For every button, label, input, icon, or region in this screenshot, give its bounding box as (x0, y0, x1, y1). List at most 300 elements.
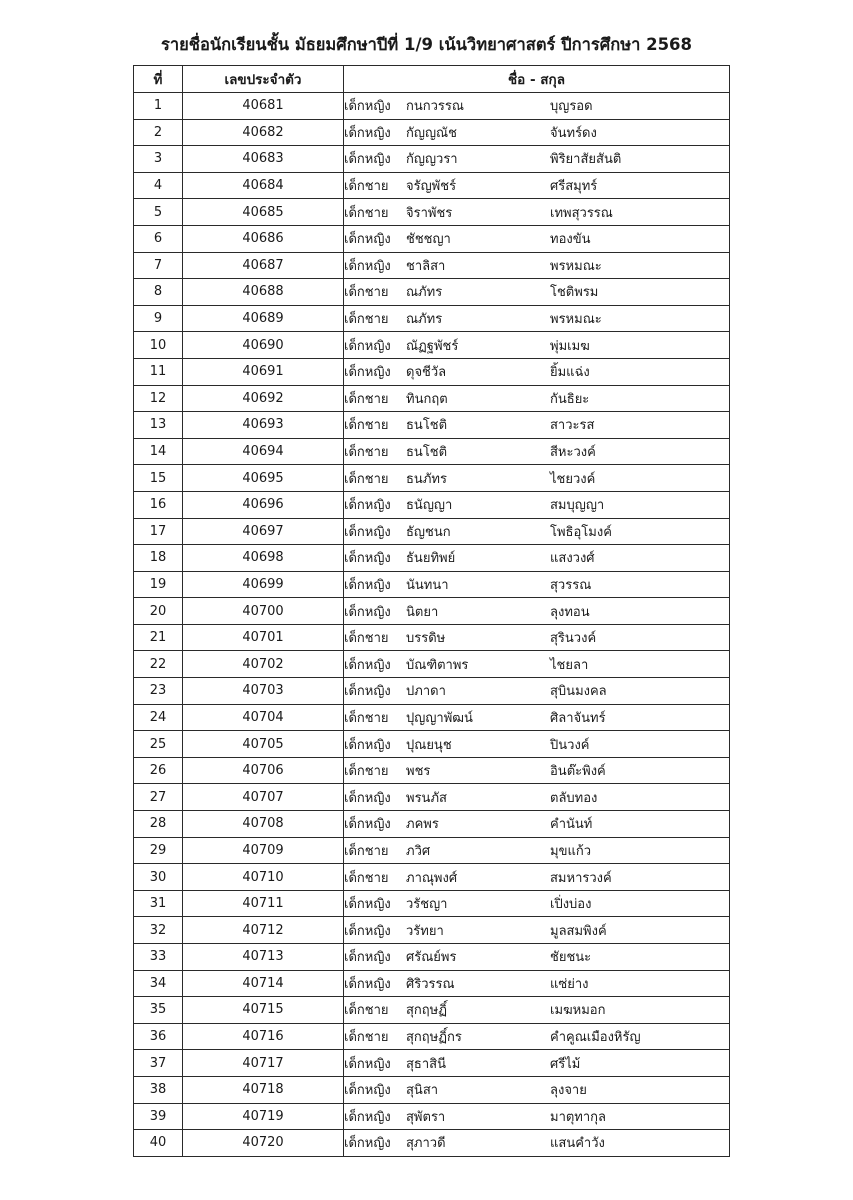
student-name (344, 1053, 729, 1074)
table-row (134, 279, 730, 306)
name-prefix: เด็กชาย (344, 710, 389, 726)
name-prefix: เด็กชาย (344, 391, 389, 407)
row-number: 17 (134, 518, 183, 545)
table-body (134, 93, 730, 1157)
name-prefix: เด็กหญิง (344, 152, 391, 168)
table-row (134, 598, 730, 625)
student-id: 40688 (183, 279, 344, 306)
page-title: รายชื่อนักเรียนชั้น มัธยมศึกษาปีที่ 1/9 เน้นวิทยาศาสตร์ ปีการศึกษา 2568 (160, 35, 693, 54)
last-name: สุบินมงคล (550, 684, 607, 700)
student-name-cell (344, 678, 730, 705)
student-id: 40692 (183, 385, 344, 412)
student-id: 40683 (183, 146, 344, 173)
student-roster-table (133, 65, 730, 1157)
student-id: 40719 (183, 1103, 344, 1130)
table-row (134, 1103, 730, 1130)
student-name (344, 388, 729, 409)
table-row (134, 624, 730, 651)
student-name-cell (344, 651, 730, 678)
student-id: 40711 (183, 890, 344, 917)
first-name: ธันยทิพย์ (406, 551, 456, 567)
student-name-cell (344, 890, 730, 917)
student-id: 40702 (183, 651, 344, 678)
first-name: ปุญญาพัฒน์ (406, 710, 473, 726)
name-prefix: เด็กชาย (344, 205, 389, 221)
last-name: ไชยลา (550, 657, 589, 673)
first-name: สุพัตรา (406, 1109, 446, 1125)
last-name: โพธิอุโมงค์ (550, 524, 612, 540)
last-name: สีหะวงค์ (550, 445, 596, 461)
last-name: ศรีไม้ (550, 1056, 581, 1072)
student-name-cell (344, 811, 730, 838)
student-name-cell (344, 518, 730, 545)
student-name (344, 148, 729, 169)
student-id: 40694 (183, 438, 344, 465)
student-id: 40699 (183, 571, 344, 598)
table-row (134, 438, 730, 465)
student-name (344, 654, 729, 675)
row-number: 30 (134, 864, 183, 891)
last-name: แสนคำวัง (550, 1136, 605, 1152)
name-prefix: เด็กหญิง (344, 365, 391, 381)
first-name: นิตยา (406, 604, 439, 620)
student-name (344, 627, 729, 648)
name-prefix: เด็กชาย (344, 445, 389, 461)
first-name: จรัญพัชร์ (406, 179, 457, 195)
last-name: มูลสมพิงค์ (550, 923, 607, 939)
table-row (134, 970, 730, 997)
student-name-cell (344, 279, 730, 306)
row-number: 29 (134, 837, 183, 864)
last-name: สุรินวงค์ (550, 631, 597, 647)
student-name (344, 734, 729, 755)
student-id: 40715 (183, 997, 344, 1024)
student-name-cell (344, 358, 730, 385)
name-prefix: เด็กชาย (344, 870, 389, 886)
student-name (344, 521, 729, 542)
table-row (134, 757, 730, 784)
first-name: วรัทยา (406, 923, 444, 939)
name-prefix: เด็กหญิง (344, 99, 391, 115)
student-id: 40684 (183, 172, 344, 199)
row-number: 25 (134, 731, 183, 758)
name-prefix: เด็กชาย (344, 631, 389, 647)
row-number: 35 (134, 997, 183, 1024)
student-name (344, 680, 729, 701)
table-row (134, 252, 730, 279)
last-name: ลุงทอน (550, 604, 590, 620)
first-name: ธนโชติ (406, 418, 448, 434)
student-id: 40703 (183, 678, 344, 705)
row-number: 23 (134, 678, 183, 705)
row-number: 26 (134, 757, 183, 784)
first-name: บรรดิษ (406, 631, 446, 647)
first-name: ธนภัทร (406, 471, 447, 487)
last-name: พิริยาสัยสันติ (550, 152, 622, 168)
last-name: ชัยชนะ (550, 950, 592, 966)
student-name (344, 920, 729, 941)
header-full-name: ชื่อ - สกุล (344, 66, 730, 93)
student-name-cell (344, 252, 730, 279)
student-name-cell (344, 1130, 730, 1157)
table-row (134, 837, 730, 864)
table-row (134, 305, 730, 332)
student-name-cell (344, 917, 730, 944)
last-name: ตลับทอง (550, 790, 598, 806)
table-row (134, 1023, 730, 1050)
last-name: พุ่มเมฆ (550, 338, 590, 354)
table-row (134, 332, 730, 359)
row-number: 6 (134, 225, 183, 252)
table-row (134, 491, 730, 518)
student-name-cell (344, 172, 730, 199)
row-number: 13 (134, 412, 183, 439)
table-row (134, 465, 730, 492)
student-name (344, 414, 729, 435)
first-name: ภวิศ (406, 843, 431, 859)
name-prefix: เด็กหญิง (344, 684, 391, 700)
last-name: เทพสุวรรณ (550, 205, 613, 221)
table-row (134, 93, 730, 120)
student-name (344, 973, 729, 994)
student-id: 40718 (183, 1076, 344, 1103)
first-name: ณภัทร (406, 285, 443, 301)
student-name-cell (344, 412, 730, 439)
student-name-cell (344, 571, 730, 598)
student-name-cell (344, 305, 730, 332)
student-id: 40708 (183, 811, 344, 838)
row-number: 1 (134, 93, 183, 120)
row-number: 19 (134, 571, 183, 598)
first-name: ธนโชติ (406, 445, 448, 461)
student-name (344, 946, 729, 967)
student-id: 40704 (183, 704, 344, 731)
first-name: ทินกฤต (406, 391, 448, 407)
student-name (344, 999, 729, 1020)
student-name-cell (344, 1076, 730, 1103)
row-number: 8 (134, 279, 183, 306)
name-prefix: เด็กชาย (344, 285, 389, 301)
name-prefix: เด็กหญิง (344, 1136, 391, 1152)
first-name: สุกฤษฏิ์กร (406, 1030, 462, 1046)
table-row (134, 1050, 730, 1077)
student-name (344, 494, 729, 515)
student-id: 40682 (183, 119, 344, 146)
last-name: พรหมณะ (550, 258, 602, 274)
student-name (344, 867, 729, 888)
name-prefix: เด็กชาย (344, 764, 389, 780)
student-name (344, 601, 729, 622)
student-name-cell (344, 119, 730, 146)
student-id: 40707 (183, 784, 344, 811)
table-row (134, 385, 730, 412)
student-id: 40712 (183, 917, 344, 944)
row-number: 15 (134, 465, 183, 492)
student-name-cell (344, 146, 730, 173)
header-number: ที่ (134, 66, 183, 93)
name-prefix: เด็กหญิง (344, 1056, 391, 1072)
row-number: 14 (134, 438, 183, 465)
student-name (344, 122, 729, 143)
student-name-cell (344, 199, 730, 226)
table-row (134, 651, 730, 678)
last-name: บุญรอด (550, 99, 593, 115)
last-name: คำคูณเมืองหิรัญ (550, 1030, 641, 1046)
row-number: 34 (134, 970, 183, 997)
last-name: เมฆหมอก (550, 1003, 606, 1019)
student-name-cell (344, 93, 730, 120)
first-name: จิราพัชร (406, 205, 453, 221)
name-prefix: เด็กชาย (344, 179, 389, 195)
last-name: พรหมณะ (550, 312, 602, 328)
last-name: มาตุทากุล (550, 1109, 607, 1125)
student-id: 40698 (183, 545, 344, 572)
row-number: 27 (134, 784, 183, 811)
student-name-cell (344, 731, 730, 758)
first-name: สุกฤษฏิ์ (406, 1003, 447, 1019)
student-name (344, 361, 729, 382)
student-name-cell (344, 491, 730, 518)
name-prefix: เด็กชาย (344, 312, 389, 328)
student-name-cell (344, 997, 730, 1024)
table-row (134, 731, 730, 758)
first-name: กัญญวรา (406, 152, 458, 168)
row-number: 5 (134, 199, 183, 226)
last-name: ลุงจาย (550, 1083, 587, 1099)
name-prefix: เด็กหญิง (344, 125, 391, 141)
first-name: ปภาดา (406, 684, 446, 700)
student-id: 40713 (183, 944, 344, 971)
row-number: 24 (134, 704, 183, 731)
student-id: 40696 (183, 491, 344, 518)
table-row (134, 678, 730, 705)
first-name: ดุจชีวัล (406, 365, 447, 381)
table-row (134, 518, 730, 545)
last-name: แสงวงศ์ (550, 551, 595, 567)
table-row (134, 864, 730, 891)
table-row (134, 172, 730, 199)
student-id: 40693 (183, 412, 344, 439)
name-prefix: เด็กหญิง (344, 577, 391, 593)
first-name: ชาลิสา (406, 258, 446, 274)
first-name: ภาณุพงศ์ (406, 870, 458, 886)
last-name: จันทร์ดง (550, 125, 597, 141)
student-name-cell (344, 1023, 730, 1050)
name-prefix: เด็กหญิง (344, 524, 391, 540)
student-id: 40697 (183, 518, 344, 545)
name-prefix: เด็กหญิง (344, 897, 391, 913)
student-name-cell (344, 784, 730, 811)
first-name: สุนิสา (406, 1083, 439, 1099)
row-number: 32 (134, 917, 183, 944)
row-number: 7 (134, 252, 183, 279)
name-prefix: เด็กหญิง (344, 551, 391, 567)
row-number: 22 (134, 651, 183, 678)
first-name: บัณฑิตาพร (406, 657, 469, 673)
table-row (134, 545, 730, 572)
student-name-cell (344, 864, 730, 891)
table-header-row (134, 66, 730, 93)
row-number: 39 (134, 1103, 183, 1130)
student-name-cell (344, 545, 730, 572)
student-id: 40695 (183, 465, 344, 492)
student-id: 40705 (183, 731, 344, 758)
last-name: ไชยวงค์ (550, 471, 596, 487)
table-row (134, 917, 730, 944)
student-name-cell (344, 624, 730, 651)
student-id: 40717 (183, 1050, 344, 1077)
table-row (134, 890, 730, 917)
student-name (344, 281, 729, 302)
name-prefix: เด็กหญิง (344, 1083, 391, 1099)
first-name: พชร (406, 764, 431, 780)
first-name: ธนัญญา (406, 498, 453, 514)
last-name: สาวะรส (550, 418, 595, 434)
student-name (344, 175, 729, 196)
table-row (134, 119, 730, 146)
last-name: แซ่ย่าง (550, 976, 589, 992)
first-name: กัญญณัช (406, 125, 457, 141)
last-name: ทองขัน (550, 232, 591, 248)
row-number: 40 (134, 1130, 183, 1157)
student-id: 40701 (183, 624, 344, 651)
name-prefix: เด็กหญิง (344, 976, 391, 992)
student-id: 40685 (183, 199, 344, 226)
first-name: วรัชญา (406, 897, 448, 913)
first-name: พรนภัส (406, 790, 447, 806)
student-id: 40710 (183, 864, 344, 891)
student-name (344, 468, 729, 489)
student-name-cell (344, 385, 730, 412)
student-name-cell (344, 1050, 730, 1077)
student-name (344, 255, 729, 276)
student-id: 40716 (183, 1023, 344, 1050)
row-number: 10 (134, 332, 183, 359)
row-number: 21 (134, 624, 183, 651)
last-name: ยิ้มแฉ่ง (550, 365, 590, 381)
last-name: กันธิยะ (550, 391, 590, 407)
student-id: 40687 (183, 252, 344, 279)
name-prefix: เด็กหญิง (344, 498, 391, 514)
student-id: 40689 (183, 305, 344, 332)
name-prefix: เด็กชาย (344, 843, 389, 859)
student-id: 40691 (183, 358, 344, 385)
table-row (134, 1130, 730, 1157)
table-row (134, 199, 730, 226)
row-number: 4 (134, 172, 183, 199)
first-name: ชัชชญา (406, 232, 451, 248)
student-name-cell (344, 970, 730, 997)
first-name: สุธาสินี (406, 1056, 446, 1072)
row-number: 37 (134, 1050, 183, 1077)
first-name: ณภัทร (406, 312, 443, 328)
row-number: 36 (134, 1023, 183, 1050)
last-name: คำนันท์ (550, 817, 593, 833)
student-name-cell (344, 465, 730, 492)
row-number: 11 (134, 358, 183, 385)
first-name: สุภาวดี (406, 1136, 446, 1152)
row-number: 12 (134, 385, 183, 412)
header-student-id: เลขประจำตัว (183, 66, 344, 93)
student-name (344, 787, 729, 808)
name-prefix: เด็กหญิง (344, 338, 391, 354)
student-id: 40714 (183, 970, 344, 997)
first-name: ศรัณย์พร (406, 950, 457, 966)
student-name-cell (344, 944, 730, 971)
student-id: 40681 (183, 93, 344, 120)
student-name (344, 707, 729, 728)
student-name (344, 574, 729, 595)
name-prefix: เด็กหญิง (344, 923, 391, 939)
table-row (134, 784, 730, 811)
row-number: 33 (134, 944, 183, 971)
student-name (344, 1079, 729, 1100)
table-row (134, 704, 730, 731)
name-prefix: เด็กชาย (344, 418, 389, 434)
name-prefix: เด็กหญิง (344, 604, 391, 620)
table-row (134, 571, 730, 598)
table-row (134, 944, 730, 971)
row-number: 28 (134, 811, 183, 838)
student-name (344, 1026, 729, 1047)
last-name: สุวรรณ (550, 577, 592, 593)
name-prefix: เด็กหญิง (344, 817, 391, 833)
name-prefix: เด็กชาย (344, 1003, 389, 1019)
row-number: 3 (134, 146, 183, 173)
student-id: 40690 (183, 332, 344, 359)
student-name-cell (344, 438, 730, 465)
student-name (344, 1106, 729, 1127)
student-name (344, 760, 729, 781)
student-name (344, 893, 729, 914)
first-name: ธัญชนก (406, 524, 451, 540)
student-name (344, 228, 729, 249)
student-id: 40700 (183, 598, 344, 625)
row-number: 31 (134, 890, 183, 917)
name-prefix: เด็กหญิง (344, 657, 391, 673)
student-name (344, 202, 729, 223)
table-row (134, 997, 730, 1024)
name-prefix: เด็กหญิง (344, 950, 391, 966)
first-name: กนกวรรณ (406, 99, 464, 115)
table-row (134, 358, 730, 385)
name-prefix: เด็กหญิง (344, 737, 391, 753)
student-id: 40706 (183, 757, 344, 784)
name-prefix: เด็กชาย (344, 471, 389, 487)
student-name (344, 813, 729, 834)
table-row (134, 811, 730, 838)
name-prefix: เด็กหญิง (344, 232, 391, 248)
last-name: เปิ่งบ่อง (550, 897, 592, 913)
student-name-cell (344, 837, 730, 864)
student-name (344, 335, 729, 356)
row-number: 18 (134, 545, 183, 572)
last-name: สมหารวงค์ (550, 870, 612, 886)
last-name: โชติพรม (550, 285, 599, 301)
student-id: 40686 (183, 225, 344, 252)
row-number: 2 (134, 119, 183, 146)
first-name: ณัฏฐพัชร์ (406, 338, 459, 354)
row-number: 16 (134, 491, 183, 518)
student-name (344, 547, 729, 568)
student-name-cell (344, 1103, 730, 1130)
name-prefix: เด็กชาย (344, 1030, 389, 1046)
student-name (344, 441, 729, 462)
first-name: ศิริวรรณ (406, 976, 455, 992)
student-name-cell (344, 598, 730, 625)
table-row (134, 146, 730, 173)
first-name: ภคพร (406, 817, 439, 833)
